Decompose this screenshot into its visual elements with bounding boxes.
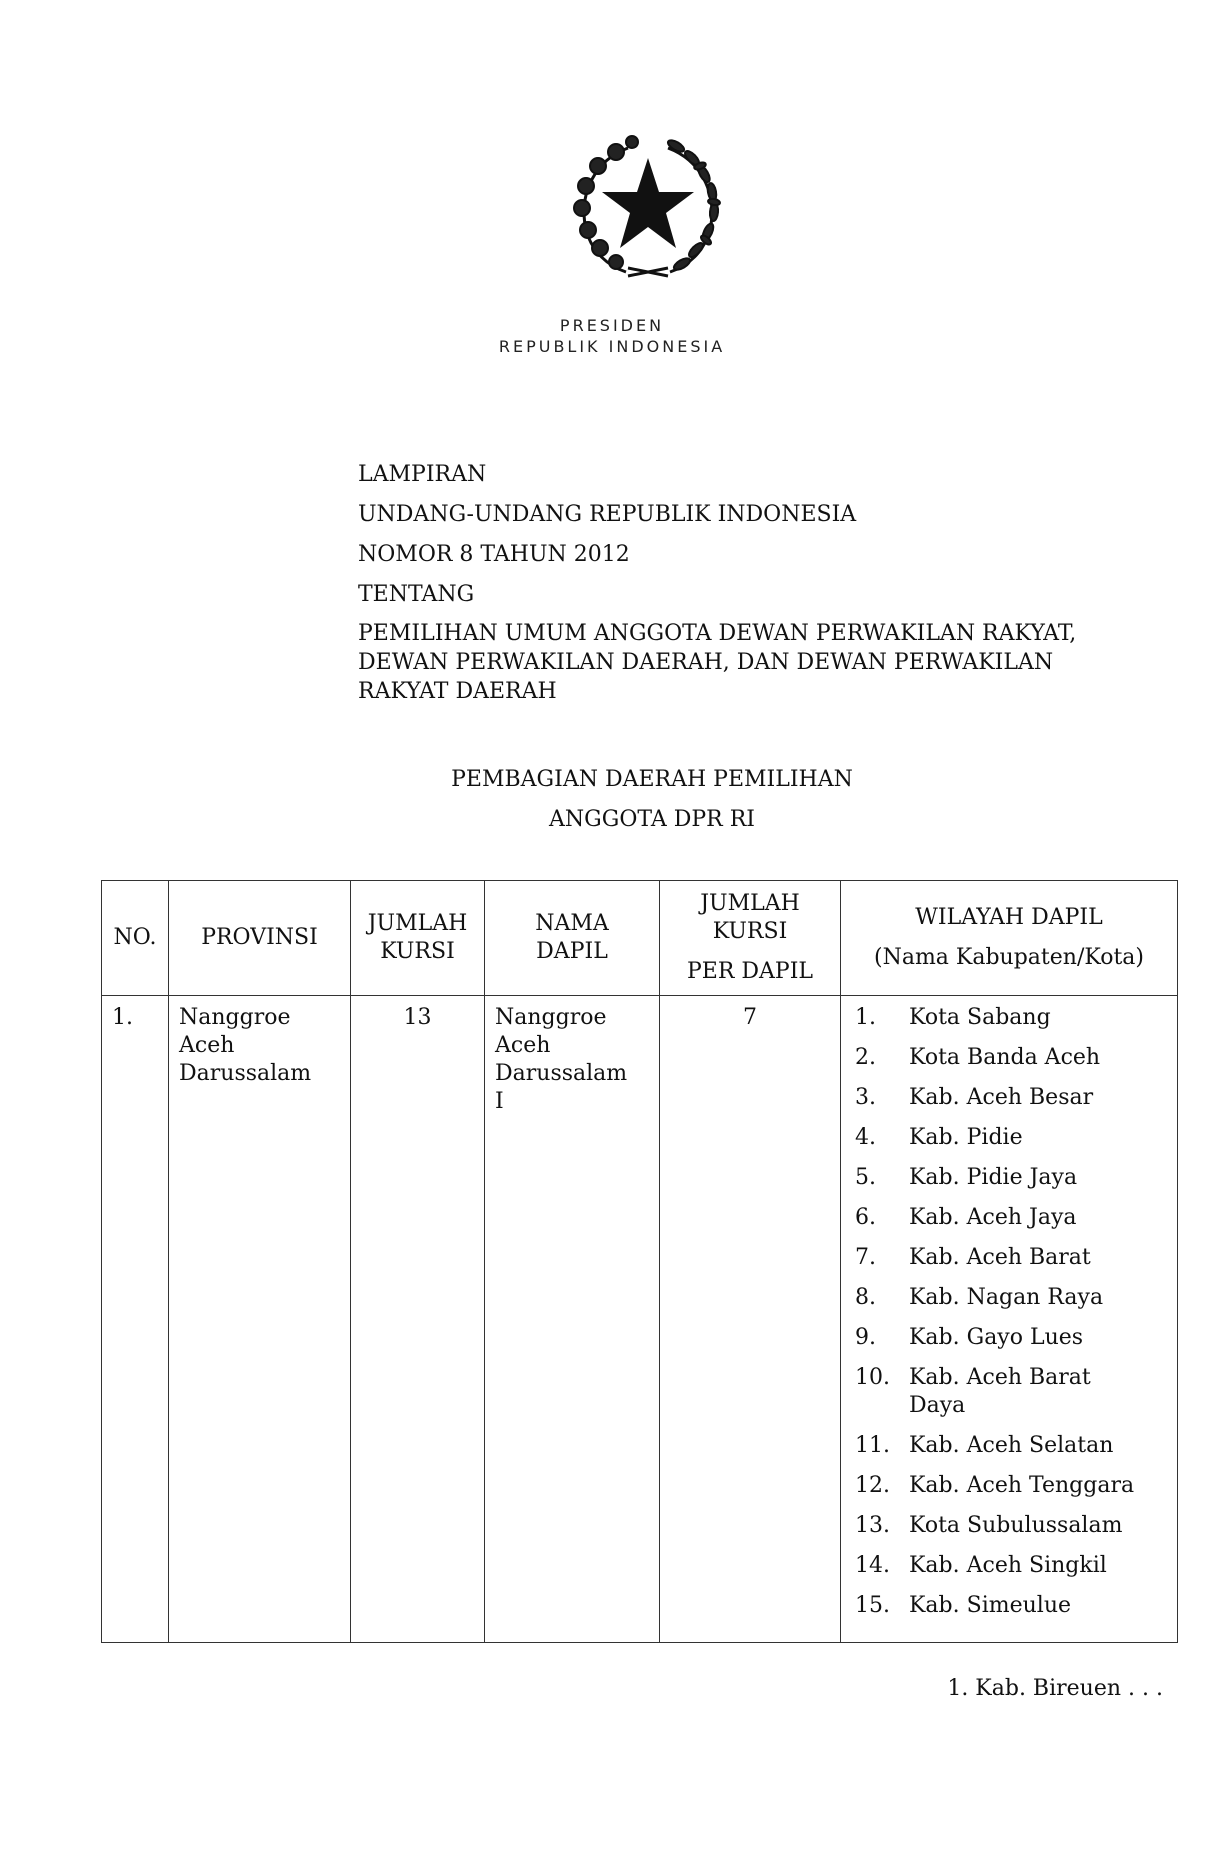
list-item: 12. Kab. Aceh Tenggara [855,1473,1135,1498]
presidential-emblem [568,130,728,280]
cell-nama-dapil: Nanggroe Aceh Darussalam I [485,996,660,1643]
list-item: 5. Kab. Pidie Jaya [855,1165,1078,1190]
cell-jumlah-kursi: 13 [351,996,485,1643]
cell-wilayah-dapil [841,996,1178,1643]
dapil-table [101,880,1178,1643]
header-no: NO. [102,881,169,996]
ribbon [628,268,668,276]
subject-line-2: DEWAN PERWAKILAN DAERAH, DAN DEWAN PERWAKILAN [358,650,1054,675]
tentang-label: TENTANG [358,582,475,607]
header-nama-dapil: NAMA DAPIL [485,881,660,996]
star-wreath-icon [568,130,728,280]
wilayah-list [841,1004,1169,1620]
list-item: 14. Kab. Aceh Singkil [855,1553,1107,1578]
list-item: 8. Kab. Nagan Raya [855,1285,1104,1310]
list-item: 3. Kab. Aceh Besar [855,1085,1094,1110]
law-number: NOMOR 8 TAHUN 2012 [358,542,630,567]
list-item: 10. Kab. Aceh Barat Daya [855,1365,1091,1418]
list-item: 1. Kota Sabang [855,1005,1051,1030]
cell-kursi-per-dapil: 7 [660,996,841,1643]
subject-line-3: RAKYAT DAERAH [358,679,557,704]
header-wilayah-dapil: WILAYAH DAPIL (Nama Kabupaten/Kota) [841,881,1178,996]
cell-no: 1. [102,996,169,1643]
header-kursi-per-dapil: JUMLAH KURSI PER DAPIL [660,881,841,996]
list-item: 11. Kab. Aceh Selatan [855,1433,1114,1458]
header-provinsi: PROVINSI [169,881,351,996]
star-icon [602,158,694,248]
section-title-2: ANGGOTA DPR RI [549,807,755,832]
continuation-text: 1. Kab. Bireuen . . . [947,1676,1163,1701]
section-title-1: PEMBAGIAN DAERAH PEMILIHAN [451,767,853,792]
law-title: UNDANG-UNDANG REPUBLIK INDONESIA [358,502,857,527]
list-item: 9. Kab. Gayo Lues [855,1325,1084,1350]
list-item: 15. Kab. Simeulue [855,1593,1072,1618]
table-row [102,996,1178,1643]
lampiran-label: LAMPIRAN [358,462,487,487]
office-line-president: PRESIDEN [559,316,665,335]
office-line-republic: REPUBLIK INDONESIA [498,337,726,356]
list-item: 13. Kota Subulussalam [855,1513,1123,1538]
header-jumlah-kursi: JUMLAH KURSI [351,881,485,996]
cell-provinsi: Nanggroe Aceh Darussalam [169,996,351,1643]
list-item: 2. Kota Banda Aceh [855,1045,1101,1070]
list-item: 6. Kab. Aceh Jaya [855,1205,1077,1230]
subject-line-1: PEMILIHAN UMUM ANGGOTA DEWAN PERWAKILAN RAKYAT, [358,621,1077,646]
list-item: 4. Kab. Pidie [855,1125,1023,1150]
list-item: 7. Kab. Aceh Barat [855,1245,1091,1270]
table-header-row [102,881,1178,996]
